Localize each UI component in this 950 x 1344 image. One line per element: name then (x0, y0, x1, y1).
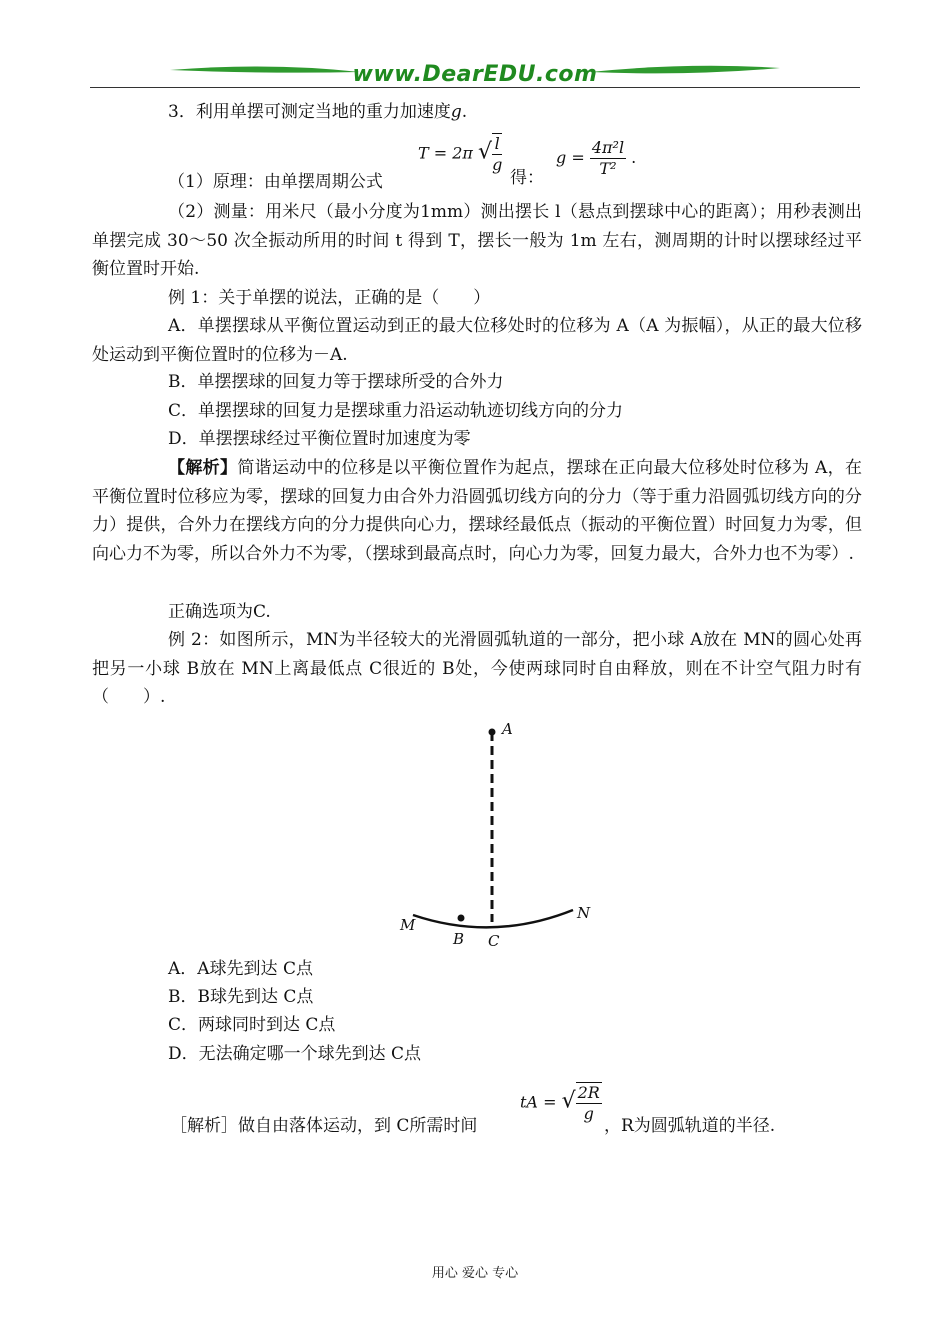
gravity-formula-num: 4π²l (591, 138, 625, 157)
example-1-option-b: B．单摆摆球的回复力等于摆球所受的合外力 (168, 372, 504, 392)
example-1-option-d: D．单摆摆球经过平衡位置时加速度为零 (168, 429, 471, 449)
option-a-text: A．单摆摆球从平衡位置运动到正的最大位移处时的位移为 A（A 为振幅），从正的最大位移处运动到平衡位置时的位移为－A. (92, 316, 862, 365)
example-2-option-c: C．两球同时到达 C点 (168, 1015, 336, 1035)
header-divider (90, 87, 860, 88)
section-3-heading: 3．利用单摆可测定当地的重力加速度g. (168, 102, 468, 122)
period-formula-lhs: T = 2π (418, 143, 473, 163)
ball-b (458, 915, 465, 922)
label-n: N (577, 904, 591, 922)
label-a: A (502, 720, 513, 738)
principle-de: 得： (510, 168, 544, 188)
measurement-text: （2）测量：用米尺（最小分度为1mm）测出摆长 l（悬点到摆球中心的距离）；用秒表测出单摆完成 30～50 次全振动所用的时间 t 得到 T，摆长一般为 1m 左右，测周期的计时以摆球经过平衡位置时开始. (92, 202, 862, 279)
site-logo-text: www.DearEDU.com (352, 62, 598, 87)
example-1-option-c: C．单摆摆球的回复力是摆球重力沿运动轨迹切线方向的分力 (168, 401, 624, 421)
example-2-option-b: B．B球先到达 C点 (168, 987, 314, 1007)
section-3-text: 3．利用单摆可测定当地的重力加速度 (168, 102, 451, 122)
label-c: C (488, 932, 500, 950)
g-variable: g (450, 102, 462, 122)
period-formula-den: g (492, 155, 503, 174)
header-banner (90, 60, 860, 90)
period-formula-num: l (492, 134, 502, 155)
analysis-2-prefix: ［解析］做自由落体运动，到 C所需时间 (170, 1116, 478, 1136)
answer-1: 正确选项为C. (168, 602, 271, 622)
analysis-1-tag: 【解析】 (168, 458, 238, 478)
fall-time-num: 2R (577, 1083, 600, 1102)
analysis-1-text: 简谐运动中的位移是以平衡位置作为起点，摆球在正向最大位移处时位移为 A，在平衡位置时位移应为零，摆球的回复力由合外力沿圆弧切线方向的分力（等于重力沿圆弧切线方向的分力）提供，合外力在摆线方向的分力提供向心力，摆球经最低点（振动的平衡位置）时回复力为零，但向心力不为零，所以合外力不为零，（摆球到最高点时，向心力为零，回复力最大，合外力也不为零）. (92, 458, 863, 564)
period-formula: T = 2π √ $\frac{l}{g}$ (418, 134, 503, 174)
gravity-formula-lhs: g = (556, 148, 585, 167)
example-1-option-a (92, 312, 862, 369)
gravity-formula-den: T² (599, 159, 617, 178)
gravity-formula: g = $\frac{\text{4π²l}}{\text{T²}}$ . (556, 138, 637, 178)
ball-a (489, 729, 496, 736)
example-2-option-d: D．无法确定哪一个球先到达 C点 (168, 1044, 422, 1064)
fall-time-formula: tA = √ $\frac{2R}{g}$ (520, 1083, 600, 1123)
analysis-2-suffix: ，R为圆弧轨道的半径. (604, 1116, 776, 1136)
example-2-paragraph (92, 626, 862, 712)
example-2-option-a: A．A球先到达 C点 (168, 959, 313, 979)
example-2-text: 例 2：如图所示，MN为半径较大的光滑圆弧轨道的一部分，把小球 A放在 MN的圆心处再把另一小球 B放在 MN上离最低点 C很近的 B处，今使两球同时自由释放，则在不计空气阻力时有（ ）. (92, 630, 862, 707)
measurement-paragraph (92, 198, 862, 284)
fall-time-den: g (583, 1104, 594, 1123)
pendulum-figure (395, 720, 605, 954)
arc-diagram (395, 720, 605, 950)
label-m: M (400, 916, 416, 934)
analysis-1 (92, 454, 862, 568)
principle-line: （1）原理：由单摆周期公式 (168, 172, 383, 192)
label-b: B (453, 930, 465, 948)
page-footer: 用心 爱心 专心 (431, 1266, 519, 1281)
fall-time-lhs: tA = (520, 1092, 557, 1112)
example-1-title: 例 1：关于单摆的说法，正确的是（ ） (168, 288, 491, 308)
